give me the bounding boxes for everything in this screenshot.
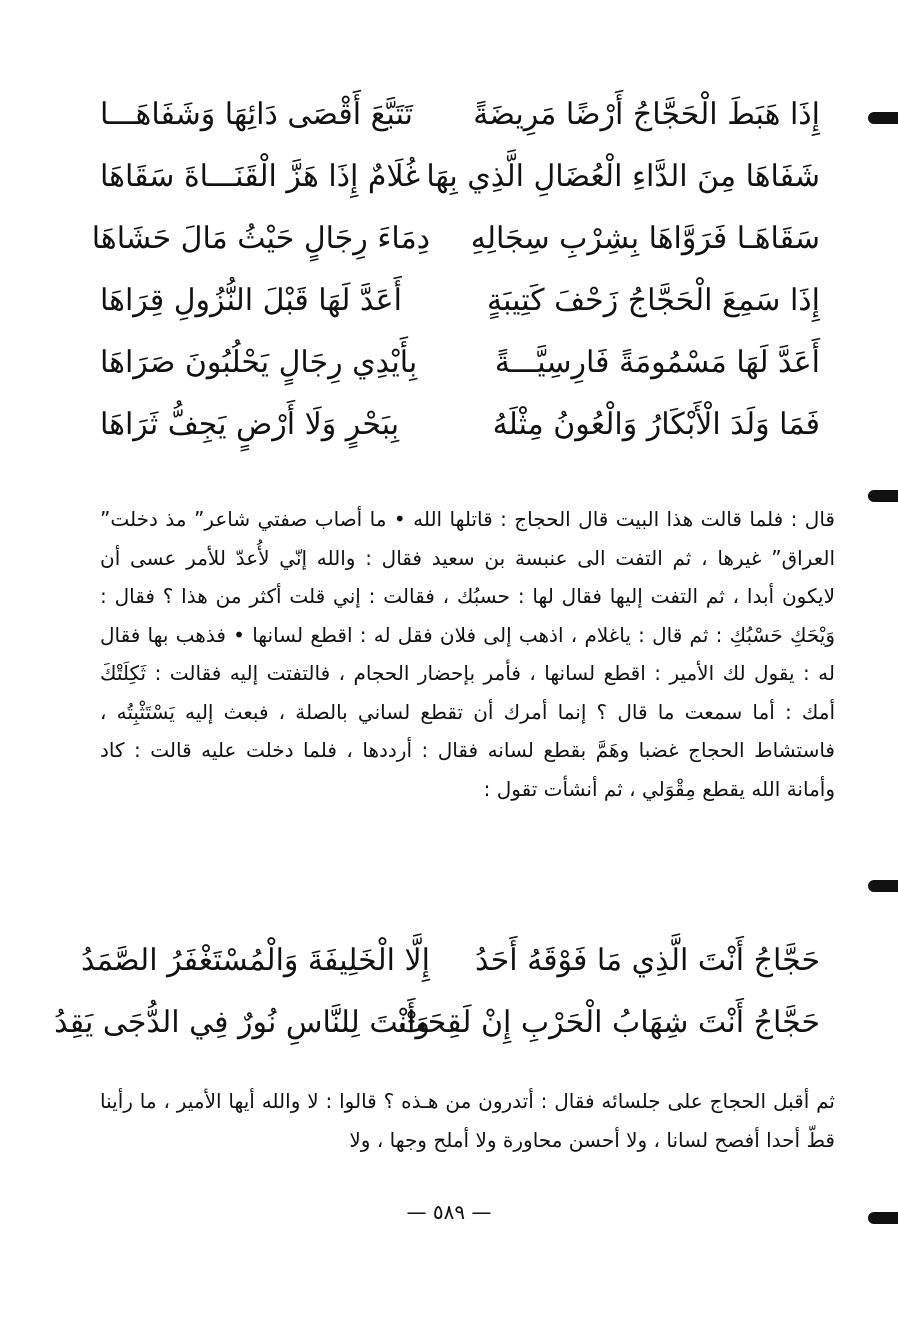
second-hemistich: تَتَبَّعَ أَقْصَى دَائِهَا وَشَفَاهَـــا	[100, 97, 414, 132]
poem-1	[91, 84, 820, 456]
prose-paragraph-1: قال : فلما قالت هذا البيت قال الحجاج : قاتلها الله • ما أصاب صفتي شاعر” مذ دخلت” العراق” غيرها ، ثم التفت الى عنبسة بن سعيد فقال : والله إنّي لأُعدّ للأمر عسى أن لايكون أبدا ، ثم التفت إليها فقال لها : حسبُك ، فقالت : إني قلت أكثر من هذا ؟ فقال : وَيْحَكِ حَسْبُكِ : ثم قال : ياغلام ، اذهب إلى فلان فقل له : اقطع لسانها • فذهب بها فقال له : يقول لك الأمير : اقطع لسانها ، فأمر بإحضار الحجام ، فالتفتت إليه فقالت : ثَكِلَتْكَ أمك : أما سمعت ما قال ؟ إنما أمرك أن تقطع لساني بالصلة ، فبعث إليه يَسْتَثْبِتُه ، فاستشاط الحجاج غضبا وهَمَّ بقطع لسانه فقال : أرددها ، فلما دخلت عليه قالت : كاد وأمانة الله يقطع مِقْوَلي ، ثم أنشأت تقول :	[100, 507, 835, 801]
second-hemistich: أَعَدَّ لَهَا قَبْلَ النُّزُولِ قِرَاهَا	[100, 283, 402, 318]
first-hemistich: إِذَا سَمِعَ الْحَجَّاجُ زَحْفَ كَتِيبَةٍ	[487, 283, 820, 318]
second-hemistich: غُلَامٌ إِذَا هَزَّ الْقَنَـــاةَ سَقَاهَا	[100, 159, 421, 194]
poem-2	[54, 930, 820, 1054]
second-hemistich: وَأَنْتَ لِلنَّاسِ نُورٌ فِي الدُّجَى يَقِدُ	[54, 1005, 430, 1040]
verse-line	[100, 394, 820, 456]
verse-line	[100, 270, 820, 332]
verse-line	[91, 208, 820, 270]
verse-line	[100, 84, 820, 146]
prose-paragraph-2: ثم أقبل الحجاج على جلسائه فقال : أتدرون من هـذه ؟ قالوا : لا والله أيها الأمير ، ما رأينا قطّ أحدا أفصح لسانا ، ولا أحسن محاورة ولا أملح وجها ، ولا	[100, 1089, 835, 1152]
verse-line	[80, 930, 820, 992]
second-hemistich: دِمَاءَ رِجَالٍ حَيْثُ مَالَ حَشَاهَا	[91, 221, 430, 256]
second-hemistich: بِبَحْرٍ وَلَا أَرْضٍ يَجِفُّ ثَرَاهَا	[100, 407, 400, 442]
second-hemistich: إِلَّا الْخَلِيفَةَ وَالْمُسْتَغْفَرُ الصَّمَدُ	[80, 943, 430, 978]
first-hemistich: سَقَاهَـا فَرَوَّاهَا بِشِرْبِ سِجَالِهِ	[470, 221, 820, 256]
first-hemistich: حَجَّاجُ أَنْتَ شِهَابُ الْحَرْبِ إِنْ لَقِحَتْ	[398, 1005, 820, 1040]
first-hemistich: إِذَا هَبَطَ الْحَجَّاجُ أَرْضًا مَرِيضَةً	[473, 97, 820, 132]
second-hemistich: بِأَيْدِي رِجَالٍ يَحْلُبُونَ صَرَاهَا	[100, 345, 418, 380]
verse-line	[100, 146, 820, 208]
first-hemistich: فَمَا وَلَدَ الْأَبْكَارُ وَالْعُونُ مِثْلَهُ	[492, 407, 820, 442]
verse-line	[100, 332, 820, 394]
first-hemistich: أَعَدَّ لَهَا مَسْمُومَةً فَارِسِيَّـــةً	[494, 345, 820, 380]
page-number: — ٥٨٩ —	[406, 1200, 492, 1224]
binding-mark	[868, 880, 898, 892]
verse-line	[54, 992, 820, 1054]
first-hemistich: شَفَاهَا مِنَ الدَّاءِ الْعُضَالِ الَّذِي بِهَا	[426, 159, 820, 194]
binding-mark	[868, 490, 898, 502]
binding-mark	[868, 112, 898, 124]
first-hemistich: حَجَّاجُ أَنْتَ الَّذِي مَا فَوْقَهُ أَحَدُ	[474, 943, 820, 978]
